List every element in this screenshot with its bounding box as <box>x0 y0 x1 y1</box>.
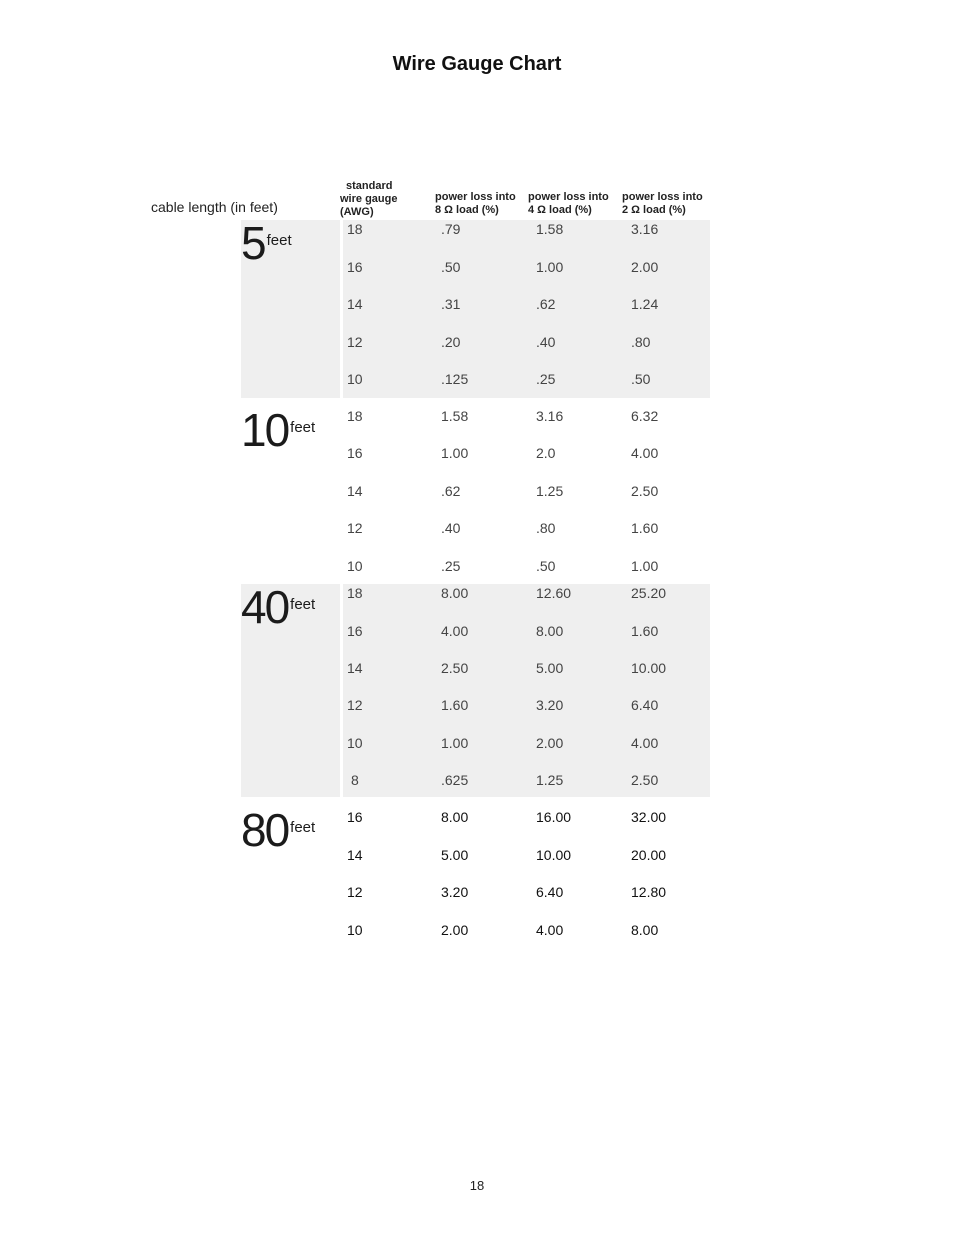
cell-loss-4: 1.25 <box>536 483 564 499</box>
table-row <box>241 520 710 540</box>
length-group-5ft <box>241 217 710 398</box>
cell-loss-2: 2.50 <box>631 483 659 499</box>
table-row <box>241 483 710 503</box>
cell-loss-2: 2.50 <box>631 772 659 788</box>
cell-loss-2: .50 <box>631 371 651 387</box>
length-group-40ft <box>241 581 710 797</box>
cell-gauge: 10 <box>347 558 363 574</box>
cell-loss-4: 3.16 <box>536 408 564 424</box>
table-row <box>241 922 710 942</box>
cell-loss-4: 5.00 <box>536 660 564 676</box>
cell-loss-4: 8.00 <box>536 623 564 639</box>
table-row <box>241 558 710 578</box>
cable-length-unit: feet <box>266 232 292 249</box>
cell-loss-8: 4.00 <box>441 623 469 639</box>
cell-gauge: 16 <box>347 259 363 275</box>
cell-loss-2: 1.00 <box>631 558 659 574</box>
cell-loss-4: .50 <box>536 558 556 574</box>
cell-gauge: 14 <box>347 296 363 312</box>
cell-loss-2: 12.80 <box>631 884 667 900</box>
cell-gauge: 16 <box>347 809 363 825</box>
cell-gauge: 18 <box>347 221 363 237</box>
page-title: Wire Gauge Chart <box>392 53 562 75</box>
cell-loss-8: 3.20 <box>441 884 469 900</box>
header-loss-line: 4 Ω load (%) <box>528 204 592 216</box>
table-row <box>241 697 710 717</box>
cell-loss-8: 8.00 <box>441 809 469 825</box>
cell-loss-8: 1.00 <box>441 445 469 461</box>
cell-loss-8: .125 <box>441 371 469 387</box>
cell-loss-8: .25 <box>441 558 461 574</box>
table-row <box>241 334 710 354</box>
cable-length-unit: feet <box>290 419 316 436</box>
table-row <box>241 847 710 867</box>
header-wire-gauge-line: standard <box>346 180 393 192</box>
cell-loss-4: .62 <box>536 296 556 312</box>
length-group-10ft <box>241 404 710 582</box>
cell-loss-2: 8.00 <box>631 922 659 938</box>
cell-gauge: 12 <box>347 884 363 900</box>
cell-loss-2: 10.00 <box>631 660 667 676</box>
table-row <box>241 772 710 792</box>
cell-loss-8: .50 <box>441 259 461 275</box>
cell-loss-8: 1.60 <box>441 697 469 713</box>
length-group-80ft <box>241 804 710 947</box>
header-loss-line: 2 Ω load (%) <box>622 204 686 216</box>
cell-loss-8: .31 <box>441 296 461 312</box>
table-row <box>241 623 710 643</box>
header-wire-gauge <box>340 180 430 219</box>
cell-gauge: 14 <box>347 483 363 499</box>
cell-loss-4: .40 <box>536 334 556 350</box>
cell-loss-4: 2.00 <box>536 735 564 751</box>
table-row <box>241 296 710 316</box>
table-row <box>241 660 710 680</box>
cell-loss-8: .40 <box>441 520 461 536</box>
cell-loss-8: .20 <box>441 334 461 350</box>
cell-loss-2: 1.24 <box>631 296 659 312</box>
cell-gauge: 18 <box>347 585 363 601</box>
table-row <box>241 221 710 241</box>
header-cable-length: cable length (in feet) <box>151 199 278 215</box>
table-row <box>241 408 710 428</box>
cell-gauge: 18 <box>347 408 363 424</box>
header-loss-4-ohm <box>528 191 623 217</box>
cell-gauge: 8 <box>351 772 359 788</box>
cable-length-unit: feet <box>290 596 316 613</box>
cable-length-unit: feet <box>290 819 316 836</box>
header-loss-line: power loss into <box>622 191 703 203</box>
header-loss-line: power loss into <box>528 191 609 203</box>
cell-loss-2: 25.20 <box>631 585 667 601</box>
cell-loss-8: 1.00 <box>441 735 469 751</box>
table-row <box>241 585 710 605</box>
cell-loss-4: 10.00 <box>536 847 572 863</box>
header-wire-gauge-line: wire gauge <box>340 193 398 205</box>
header-wire-gauge-line: (AWG) <box>340 206 374 218</box>
cell-gauge: 10 <box>347 922 363 938</box>
cell-gauge: 10 <box>347 371 363 387</box>
cell-loss-4: 3.20 <box>536 697 564 713</box>
table-row <box>241 809 710 829</box>
cell-gauge: 16 <box>347 445 363 461</box>
header-loss-8-ohm <box>435 191 530 217</box>
cell-loss-2: 20.00 <box>631 847 667 863</box>
cable-length-value: 40 <box>241 581 289 633</box>
cell-gauge: 14 <box>347 660 363 676</box>
cell-loss-2: 3.16 <box>631 221 659 237</box>
table-row <box>241 445 710 465</box>
cell-gauge: 12 <box>347 334 363 350</box>
header-loss-line: power loss into <box>435 191 516 203</box>
cell-loss-2: 32.00 <box>631 809 667 825</box>
cell-loss-2: 4.00 <box>631 445 659 461</box>
cell-loss-2: 1.60 <box>631 520 659 536</box>
cell-loss-2: 6.32 <box>631 408 659 424</box>
cell-loss-4: 4.00 <box>536 922 564 938</box>
table-row <box>241 371 710 391</box>
cell-loss-8: 8.00 <box>441 585 469 601</box>
cell-loss-8: .62 <box>441 483 461 499</box>
table-row <box>241 884 710 904</box>
cell-loss-4: 12.60 <box>536 585 572 601</box>
cell-loss-8: .625 <box>441 772 469 788</box>
cell-loss-4: 16.00 <box>536 809 572 825</box>
cell-loss-2: 2.00 <box>631 259 659 275</box>
cable-length-value: 5 <box>241 217 265 269</box>
cell-gauge: 10 <box>347 735 363 751</box>
shade-band <box>343 584 710 797</box>
cell-gauge: 16 <box>347 623 363 639</box>
cell-loss-4: 1.25 <box>536 772 564 788</box>
cell-loss-2: .80 <box>631 334 651 350</box>
table-row <box>241 735 710 755</box>
cell-loss-8: 2.00 <box>441 922 469 938</box>
cell-loss-4: .25 <box>536 371 556 387</box>
cell-gauge: 12 <box>347 697 363 713</box>
cable-length-value: 80 <box>241 804 289 856</box>
cell-gauge: 14 <box>347 847 363 863</box>
cell-loss-4: 1.58 <box>536 221 564 237</box>
cell-gauge: 12 <box>347 520 363 536</box>
header-loss-2-ohm <box>622 191 717 217</box>
cell-loss-2: 4.00 <box>631 735 659 751</box>
cell-loss-8: 2.50 <box>441 660 469 676</box>
cell-loss-8: .79 <box>441 221 461 237</box>
cell-loss-2: 1.60 <box>631 623 659 639</box>
cell-loss-2: 6.40 <box>631 697 659 713</box>
cell-loss-4: .80 <box>536 520 556 536</box>
cell-loss-4: 6.40 <box>536 884 564 900</box>
cable-length-value: 10 <box>241 404 289 456</box>
cell-loss-4: 1.00 <box>536 259 564 275</box>
page-number: 18 <box>469 1178 485 1193</box>
table-row <box>241 259 710 279</box>
cell-loss-8: 1.58 <box>441 408 469 424</box>
cell-loss-8: 5.00 <box>441 847 469 863</box>
header-loss-line: 8 Ω load (%) <box>435 204 499 216</box>
cell-loss-4: 2.0 <box>536 445 556 461</box>
